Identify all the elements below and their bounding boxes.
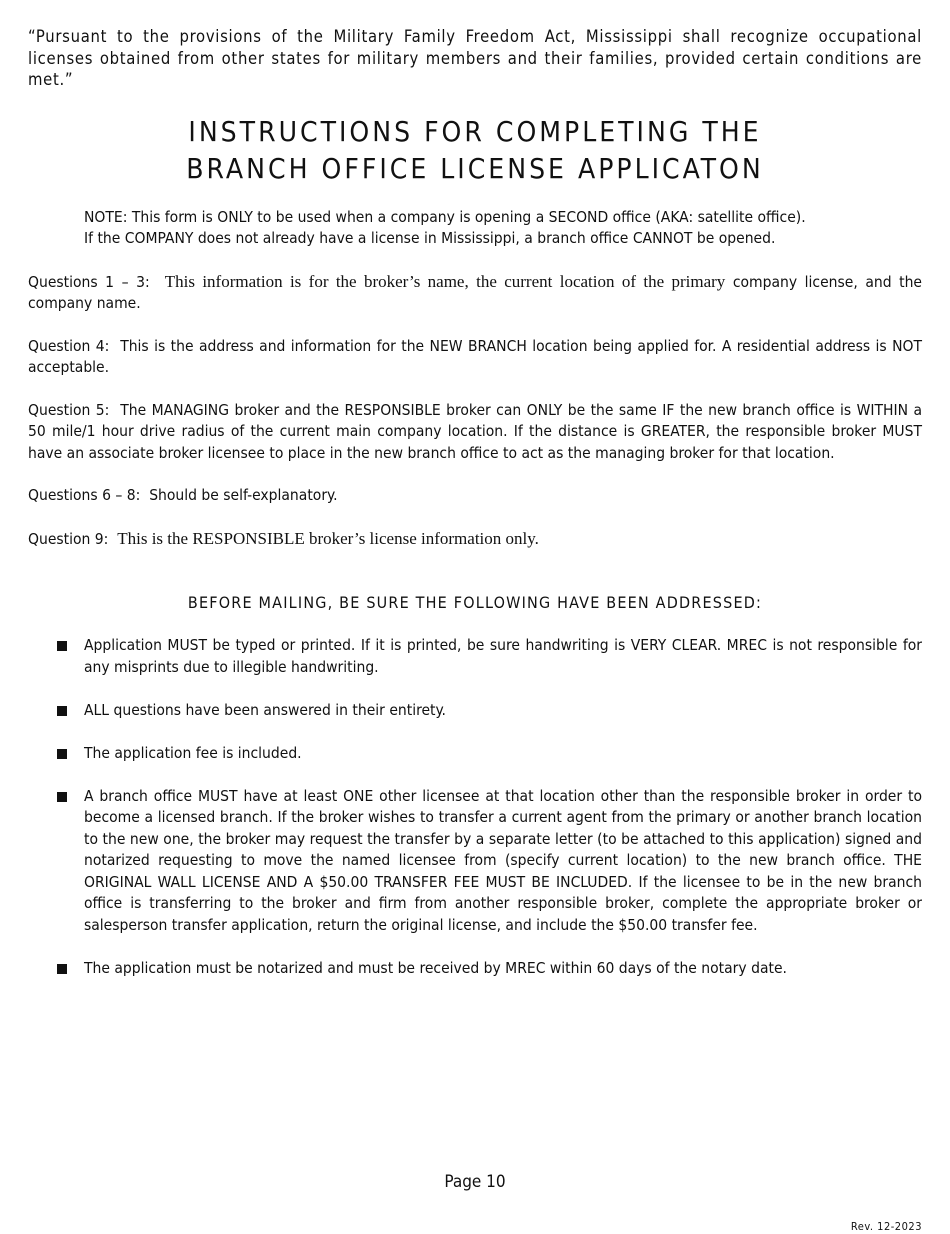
checklist-item-text: Application MUST be typed or printed. If it is printed, be sure handwriting is VERY CLEAR. MREC is not responsible for any misprints due to illegible handwriting.: [84, 636, 922, 676]
intro-paragraph: “Pursuant to the provisions of the Military Family Freedom Act, Mississippi shall recognize occupational licenses obtained from other states for military members and their families, provided certain conditions are met.”: [28, 27, 922, 89]
checklist-item-text: The application must be notarized and must be received by MREC within 60 days of the notary date.: [84, 958, 787, 977]
revision-label: Rev. 12-2023: [850, 1220, 922, 1233]
page-number: Page 10: [444, 1172, 506, 1192]
page-title: [28, 113, 922, 187]
question-text: company license, and the company name.: [28, 272, 922, 312]
question-text: This is the address and information for the NEW BRANCH location being applied for. A residential address is NOT acceptable.: [28, 336, 923, 376]
checklist-item: [28, 743, 922, 765]
checklist-item: [28, 700, 922, 722]
question-6-8: [28, 485, 922, 507]
checklist-item: [28, 786, 922, 937]
checklist-item: [28, 635, 922, 678]
question-label: Question 4:: [28, 336, 110, 355]
title-line-2: BRANCH OFFICE LICENSE APPLICATON: [186, 151, 764, 185]
question-9: [28, 528, 922, 551]
square-bullet-icon: [57, 749, 67, 759]
checklist-item-text: The application fee is included.: [84, 743, 302, 762]
checklist-item: [28, 958, 922, 980]
question-5: [28, 400, 922, 465]
square-bullet-icon: [57, 706, 67, 716]
question-label: Question 9:: [28, 529, 109, 548]
question-text: Should be self-explanatory.: [149, 486, 338, 504]
question-text-serif: This is the RESPONSIBLE broker’s license information only.: [117, 528, 539, 548]
question-4: [28, 336, 922, 379]
title-line-1: INSTRUCTIONS FOR COMPLETING THE: [188, 114, 762, 148]
checklist: [28, 635, 922, 979]
square-bullet-icon: [57, 792, 67, 802]
question-label: Questions 6 – 8:: [28, 486, 141, 504]
question-text: The MANAGING broker and the RESPONSIBLE broker can ONLY be the same IF the new branch office is WITHIN a 50 mile/1 hour drive radius of the current main company location. If the distance is GREATER, the responsible broker MUST have an associate broker licensee to place in the new branch office to act as the managing broker for that location.: [28, 400, 923, 462]
square-bullet-icon: [57, 964, 67, 974]
question-text-serif: This information is for the broker’s name, the current location of the primary: [164, 271, 726, 291]
question-1-3: [28, 271, 922, 315]
note-paragraph: NOTE: This form is ONLY to be used when a company is opening a SECOND office (AKA: satellite office). If the COMPANY does not already have a license in Mississippi, a branch office CANNOT be opened.: [84, 207, 806, 247]
checklist-heading: BEFORE MAILING, BE SURE THE FOLLOWING HAVE BEEN ADDRESSED:: [187, 593, 763, 612]
square-bullet-icon: [57, 641, 67, 651]
document-page: [28, 26, 922, 1001]
checklist-item-text: A branch office MUST have at least ONE other licensee at that location other than the responsible broker in order to become a licensed branch. If the broker wishes to transfer a current agent from the primary or another branch location to the new one, the broker may request the transfer by a separate letter (to be attached to this application) signed and notarized requesting to move the named licensee from (specify current location) to the new branch office. THE ORIGINAL WALL LICENSE AND A $50.00 TRANSFER FEE MUST BE INCLUDED. If the licensee to be in the new branch office is transferring to the broker and firm from another responsible broker, complete the appropriate broker or salesperson transfer application, return the original license, and include the $50.00 transfer fee.: [84, 786, 922, 934]
question-label: Question 5:: [28, 400, 110, 419]
question-label: Questions 1 – 3:: [28, 272, 150, 291]
checklist-item-text: ALL questions have been answered in their entirety.: [84, 700, 446, 719]
